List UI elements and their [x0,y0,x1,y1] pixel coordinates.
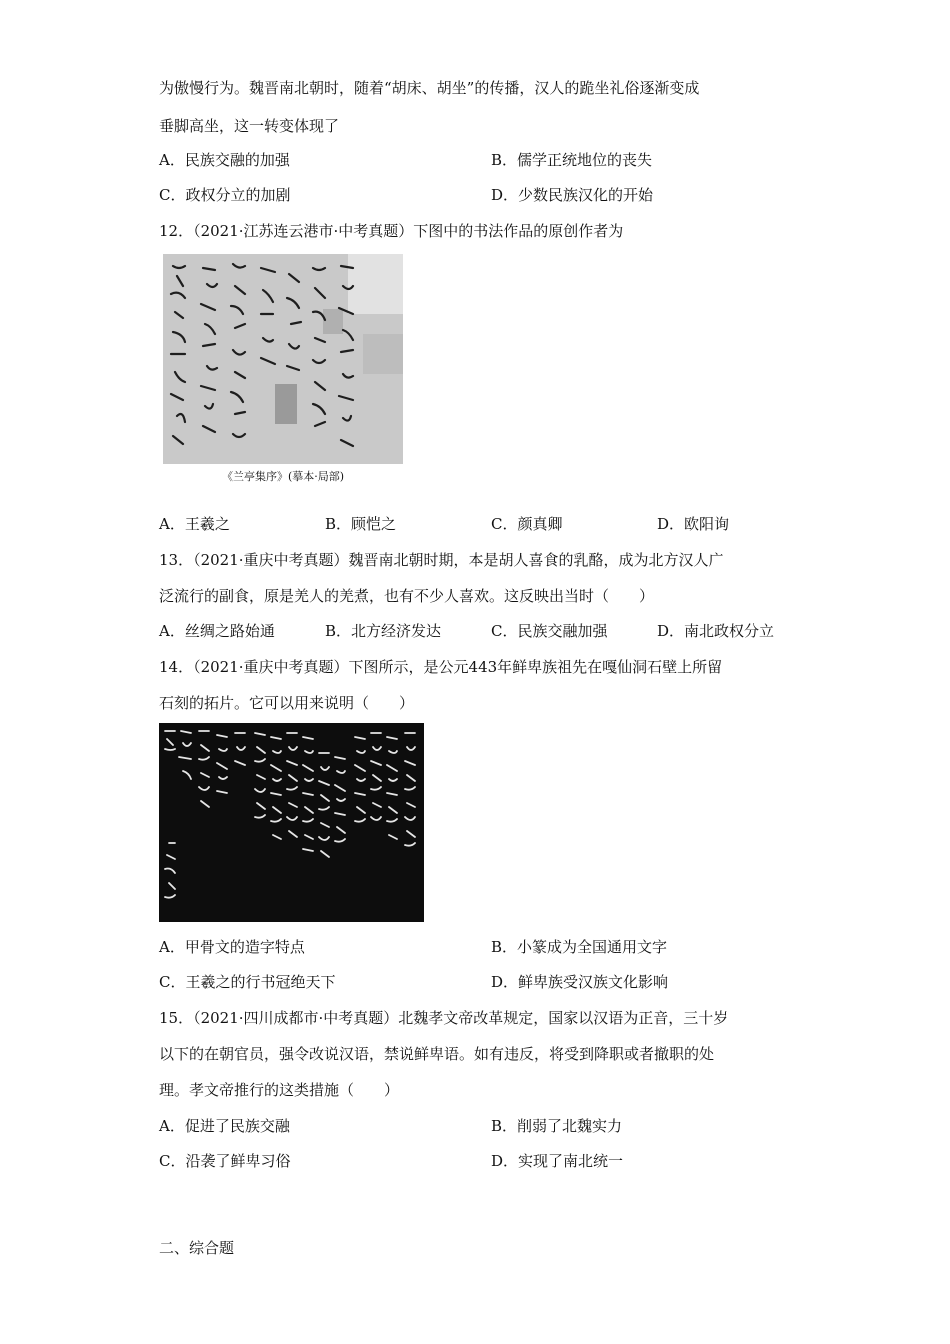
q15-text-line-3: 理。孝文帝推行的这类措施（ ） [159,1081,400,1099]
q13-option-c[interactable]: C．民族交融加强 [491,622,608,640]
stone-rubbing-illustration [159,723,424,922]
section-title: 二、综合题 [159,1239,235,1257]
q11-option-a[interactable]: A．民族交融的加强 [159,151,290,169]
q12-option-a[interactable]: A．王羲之 [159,515,230,533]
q15-text-line-2: 以下的在朝官员，强令改说汉语，禁说鲜卑语。如有违反，将受到降职或者撤职的处 [159,1045,715,1063]
q11-option-d[interactable]: D．少数民族汉化的开始 [491,186,654,204]
q13-option-b[interactable]: B．北方经济发达 [325,622,442,640]
q13-text-line-2: 泛流行的副食，原是羌人的羌煮，也有不少人喜欢。这反映出当时（ ） [159,587,655,605]
q14-option-a[interactable]: A．甲骨文的造字特点 [159,938,305,956]
q15-option-a[interactable]: A．促进了民族交融 [159,1117,290,1135]
q12-option-b[interactable]: B．顾恺之 [325,515,397,533]
calligraphy-illustration [163,254,403,486]
calligraphy-image [163,254,403,486]
calligraphy-image-caption: 《兰亭集序》(摹本·局部) [221,470,345,483]
q15-option-b[interactable]: B．削弱了北魏实力 [491,1117,623,1135]
q14-text-line-2: 石刻的拓片。它可以用来说明（ ） [159,694,415,712]
q12-text-line-1: 12．（2021·江苏连云港市·中考真题）下图中的书法作品的原创作者为 [159,222,624,240]
q13-option-d[interactable]: D．南北政权分立 [657,622,775,640]
q11-option-b[interactable]: B．儒学正统地位的丧失 [491,151,653,169]
q11-text-line-2: 垂脚高坐，这一转变体现了 [159,117,340,135]
q13-option-a[interactable]: A．丝绸之路始通 [159,622,275,640]
q14-option-c[interactable]: C．王羲之的行书冠绝天下 [159,973,336,991]
q14-text-line-1: 14．（2021·重庆中考真题）下图所示，是公元443年鲜卑族祖先在嘎仙洞石壁上所留 [159,658,723,676]
q15-option-c[interactable]: C．沿袭了鲜卑习俗 [159,1152,291,1170]
q15-text-line-1: 15．（2021·四川成都市·中考真题）北魏孝文帝改革规定，国家以汉语为正音，三十岁 [159,1009,729,1027]
q11-option-c[interactable]: C．政权分立的加剧 [159,186,291,204]
stone-rubbing-image [159,723,424,922]
q12-option-d[interactable]: D．欧阳询 [657,515,730,533]
q11-text-line-1: 为傲慢行为。魏晋南北朝时，随着“胡床、胡坐”的传播，汉人的跪坐礼俗逐渐变成 [159,79,700,97]
q14-option-b[interactable]: B．小篆成为全国通用文字 [491,938,668,956]
q12-option-c[interactable]: C．颜真卿 [491,515,563,533]
q14-option-d[interactable]: D．鲜卑族受汉族文化影响 [491,973,669,991]
q13-text-line-1: 13．（2021·重庆中考真题）魏晋南北朝时期，本是胡人喜食的乳酪，成为北方汉人广 [159,551,724,569]
q15-option-d[interactable]: D．实现了南北统一 [491,1152,624,1170]
